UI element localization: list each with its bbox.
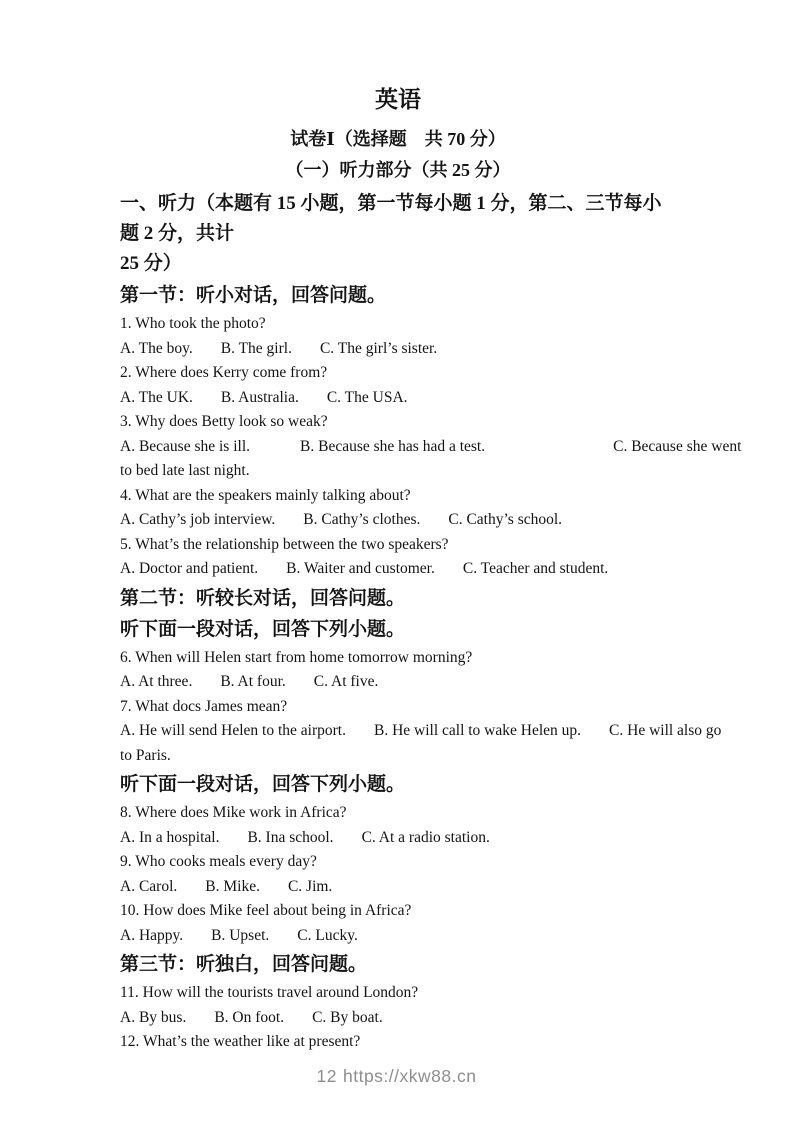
question-9-option-a: A. Carol. — [120, 877, 178, 895]
question-2-options — [120, 386, 676, 411]
footer-url: https://xkw88.cn — [342, 1066, 477, 1086]
question-8-option-c: C. At a radio station. — [361, 828, 490, 846]
question-6-option-c: C. At five. — [313, 673, 379, 690]
document-body — [120, 84, 742, 1055]
question-10-text: 10. How does Mike feel about being in Africa? — [120, 902, 412, 919]
question-3-option-c-continuation: to bed late last night. — [120, 462, 250, 479]
question-8-option-a: A. In a hospital. — [120, 828, 220, 846]
question-1-option-a: A. The boy. — [120, 339, 193, 357]
question-4-option-b: B. Cathy’s clothes. — [303, 511, 421, 528]
question-6-option-b: B. At four. — [220, 673, 286, 690]
question-12-text: 12. What’s the weather like at present? — [120, 1033, 361, 1050]
question-1-option-c: C. The girl’s sister. — [319, 339, 438, 357]
question-11-text: 11. How will the tourists travel around London? — [120, 984, 419, 1001]
question-2-option-c: C. The USA. — [326, 388, 408, 406]
question-6-options — [120, 670, 676, 695]
paper-heading: 试卷Ⅰ（选择题 共 70 分） — [290, 129, 506, 149]
question-9-option-b: B. Mike. — [205, 877, 260, 895]
question-7-text: 7. What docs James mean? — [120, 697, 288, 715]
question-2-option-b: B. Australia. — [220, 388, 299, 406]
section3-heading: 第三节：听独白，回答问题。 — [120, 954, 368, 975]
question-10-option-b: B. Upset. — [211, 926, 270, 944]
question-5-option-c: C. Teacher and student. — [462, 560, 609, 577]
question-8-text: 8. Where does Mike work in Africa? — [120, 804, 347, 821]
question-2-option-a: A. The UK. — [120, 388, 193, 406]
question-10-option-c: C. Lucky. — [297, 926, 358, 944]
question-7-option-c: C. He will also go — [609, 722, 722, 739]
question-5-option-a: A. Doctor and patient. — [120, 560, 259, 577]
question-9-option-c: C. Jim. — [287, 877, 333, 895]
question-3-options — [120, 435, 742, 460]
question-8-options — [120, 826, 676, 851]
question-9-text: 9. Who cooks meals every day? — [120, 853, 317, 870]
question-1-option-b: B. The girl. — [220, 339, 292, 357]
question-3-option-b: B. Because she has had a test. — [300, 437, 486, 455]
question-8-option-b: B. Ina school. — [247, 828, 334, 846]
question-11-option-a: A. By bus. — [120, 1008, 187, 1026]
section2-subheading-2: 听下面一段对话，回答下列小题。 — [120, 774, 406, 795]
question-3-option-a: A. Because she is ill. — [120, 437, 251, 455]
question-10-option-a: A. Happy. — [120, 926, 184, 944]
question-4-text: 4. What are the speakers mainly talking about? — [120, 486, 411, 504]
question-9-options — [120, 875, 676, 900]
question-3-option-c: C. Because she went — [613, 437, 742, 455]
question-6-text: 6. When will Helen start from home tomorrow morning? — [120, 648, 473, 666]
document-title: 英语 — [375, 87, 421, 112]
question-4-options — [120, 508, 676, 533]
question-4-option-c: C. Cathy’s school. — [448, 511, 563, 528]
question-7-option-a: A. He will send Helen to the airport. — [120, 722, 346, 739]
question-7-options — [120, 719, 722, 744]
question-7-option-b: B. He will call to wake Helen up. — [373, 722, 582, 739]
question-11-options — [120, 1006, 676, 1031]
listening-instruction-line2: 25 分） — [120, 253, 182, 274]
question-5-option-b: B. Waiter and customer. — [286, 560, 435, 577]
question-5-text: 5. What’s the relationship between the two speakers? — [120, 535, 449, 553]
section1-heading: 第一节：听小对话，回答问题。 — [120, 285, 387, 306]
page-number: 12 — [316, 1066, 337, 1086]
question-6-option-a: A. At three. — [120, 673, 193, 690]
question-2-text: 2. Where does Kerry come from? — [120, 364, 328, 381]
section2-subheading-1: 听下面一段对话，回答下列小题。 — [120, 618, 406, 640]
question-1-options — [120, 337, 676, 362]
question-11-option-b: B. On foot. — [214, 1008, 285, 1026]
question-5-options — [120, 557, 676, 582]
question-1-text: 1. Who took the photo? — [120, 315, 266, 332]
section2-heading: 第二节：听较长对话，回答问题。 — [120, 587, 406, 609]
page-footer — [0, 1066, 793, 1087]
listening-instruction-line1: 一、听力（本题有 15 小题，第一节每小题 1 分，第二、三节每小题 2 分，共计 — [120, 193, 662, 244]
question-7-option-c-continuation: to Paris. — [120, 746, 171, 764]
question-11-option-c: C. By boat. — [312, 1008, 383, 1026]
part-heading: （一）听力部分（共 25 分） — [285, 160, 511, 180]
question-3-text: 3. Why does Betty look so weak? — [120, 413, 328, 430]
question-10-options — [120, 924, 676, 949]
question-4-option-a: A. Cathy’s job interview. — [120, 511, 276, 528]
